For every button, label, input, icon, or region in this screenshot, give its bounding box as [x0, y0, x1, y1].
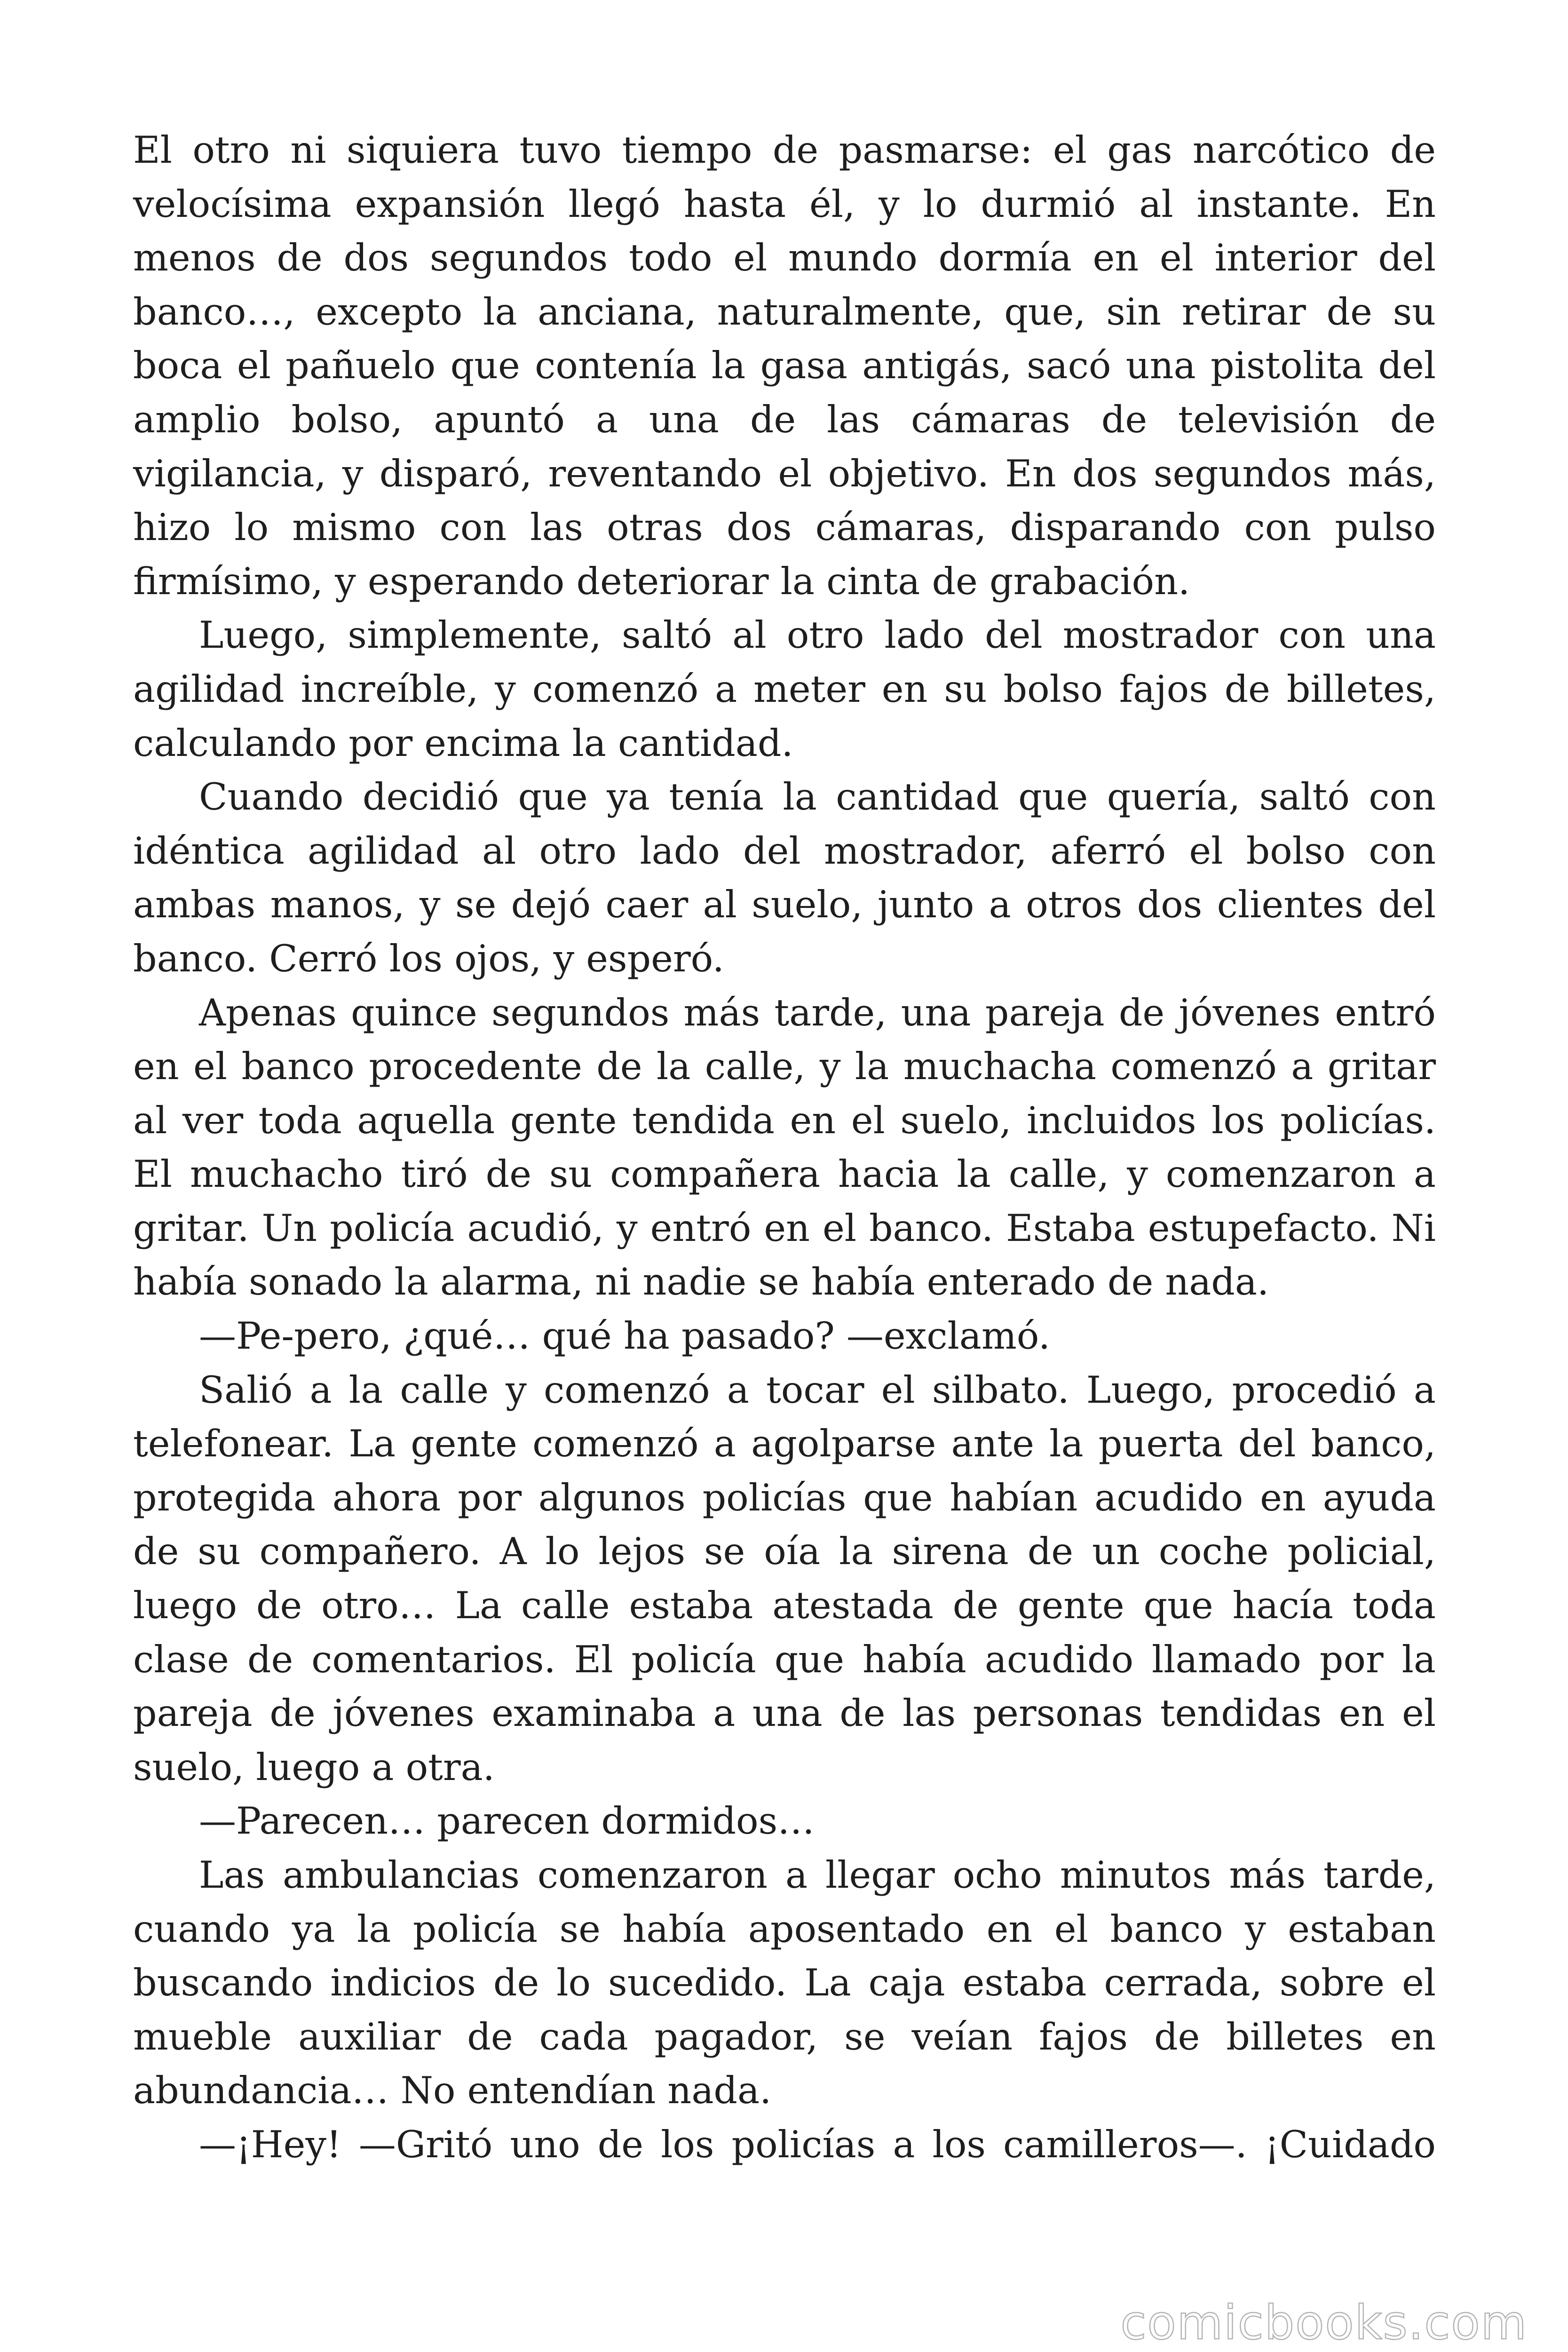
- paragraph-ambulances: Las ambulancias comenzaron a llegar ocho minutos más tarde, cuando ya la policía se había aposentado en el banco y estaban buscando indicios de lo sucedido. La caja estaba cerrada, sobre el mueble auxiliar de cada pagador, se veían fajos de billetes en abundancia… No entendían nada.: [133, 1853, 1436, 2113]
- paragraph-gas-attack: El otro ni siquiera tuvo tiempo de pasmarse: el gas narcótico de velocísima expansión llegó hasta él, y lo durmió al instante. En menos de dos segundos todo el mundo dormía en el interior del banco…, excepto la anciana, naturalmente, que, sin retirar de su boca el pañuelo que contenía la gasa antigás, sacó una pistolita del amplio bolso, apuntó a una de las cámaras de televisión de vigilancia, y disparó, reventando el objetivo. En dos segundos más, hizo lo mismo con las otras dos cámaras, disparando con pulso firmísimo, y esperando deteriorar la cinta de grabación.: [133, 128, 1436, 603]
- paragraph-young-couple: Apenas quince segundos más tarde, una pareja de jóvenes entró en el banco procedente de la calle, y la muchacha comenzó a gritar al ver toda aquella gente tendida en el suelo, incluidos los policías. El muchacho tiró de su compañera hacia la calle, y comenzaron a gritar. Un policía acudió, y entró en el banco. Estaba estupefacto. Ni había sonado la alarma, ni nadie se había enterado de nada.: [133, 991, 1436, 1304]
- paragraph-police-arrive: Salió a la calle y comenzó a tocar el silbato. Luego, procedió a telefonear. La gente comenzó a agolparse ante la puerta del banco, protegida ahora por algunos policías que habían acudido en ayuda de su compañero. A lo lejos se oía la sirena de un coche policial, luego de otro… La calle estaba atestada de gente que hacía toda clase de comentarios. El policía que había acudido llamado por la pareja de jóvenes examinaba a una de las personas tendidas en el suelo, luego a otra.: [133, 1368, 1436, 1789]
- paragraph-dialogue-what-happened: —Pe-pero, ¿qué… qué ha pasado? —exclamó.: [199, 1314, 1051, 1358]
- book-page-text: [133, 123, 1436, 2172]
- paragraph-dialogue-asleep: —Parecen… parecen dormidos…: [199, 1799, 815, 1843]
- paragraph-jumps-counter: Luego, simplemente, saltó al otro lado del mostrador con una agilidad increíble, y comenzó a meter en su bolso fajos de billetes, calculando por encima la cantidad.: [133, 613, 1436, 765]
- paragraph-dialogue-hey: —¡Hey! —Gritó uno de los policías a los camilleros—. ¡Cuidado: [199, 2122, 1436, 2166]
- paragraph-lies-down: Cuando decidió que ya tenía la cantidad que quería, saltó con idéntica agilidad al otro lado del mostrador, aferró el bolso con ambas manos, y se dejó caer al suelo, junto a otros dos clientes del banco. Cerró los ojos, y esperó.: [133, 775, 1436, 980]
- watermark-logo: comicbooks.com: [1120, 2295, 1528, 2350]
